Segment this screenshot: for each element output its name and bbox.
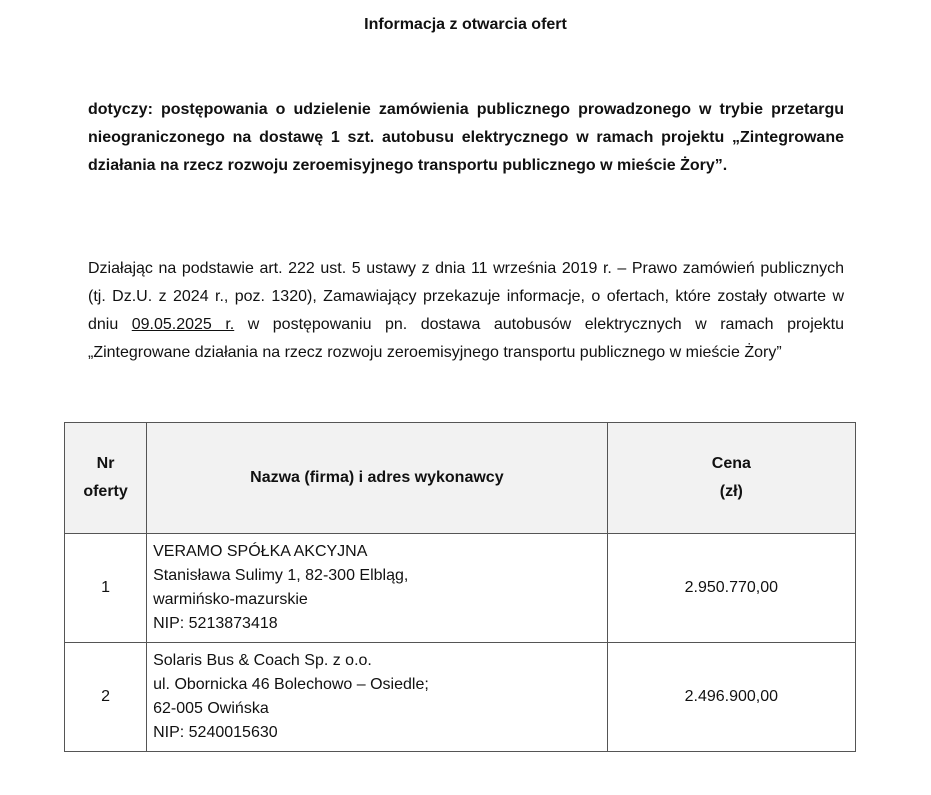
header-price	[607, 423, 855, 534]
header-offer-number-line2: oferty	[83, 483, 128, 500]
table-row	[65, 643, 856, 752]
contractor-address: ul. Obornicka 46 Bolechowo – Osiedle;	[153, 676, 429, 693]
contractor-region: warmińsko-mazurskie	[153, 591, 308, 608]
header-contractor-name: Nazwa (firma) i adres wykonawcy	[147, 423, 608, 534]
body-paragraph	[88, 255, 844, 367]
contractor-name: Solaris Bus & Coach Sp. z o.o.	[153, 652, 372, 669]
header-price-line2: (zł)	[719, 483, 743, 500]
body-text-part2: w postępowaniu pn. dostawa autobusów elektrycznych w ramach projektu „Zintegrowane działania na rzecz rozwoju zeroemisyjnego transportu publicznego w mieście Żory”	[88, 316, 844, 361]
price-cell: 2.950.770,00	[607, 534, 855, 643]
price-cell: 2.496.900,00	[607, 643, 855, 752]
contractor-nip: NIP: 5240015630	[153, 724, 278, 741]
document-title: Informacja z otwarcia ofert	[364, 16, 567, 33]
table-header-row	[65, 423, 856, 534]
contractor-cell	[147, 643, 608, 752]
opening-date: 09.05.2025 r.	[131, 316, 235, 333]
contractor-nip: NIP: 5213873418	[153, 615, 278, 632]
header-offer-number-line1: Nr	[96, 455, 115, 472]
contractor-postal: 62-005 Owińska	[153, 700, 269, 717]
contractor-name: VERAMO SPÓŁKA AKCYJNA	[153, 543, 368, 560]
header-offer-number	[65, 423, 147, 534]
contractor-address: Stanisława Sulimy 1, 82-300 Elbląg,	[153, 567, 409, 584]
body-text-part1: Działając na podstawie art. 222 ust. 5 ustawy z dnia 11 września 2019 r. – Prawo zamówień publicznych (tj. Dz.U. z 2024 r., poz. 1320), Zamawiający przekazuje informacje, o ofertach, które zostały otwarte w dniu	[88, 260, 844, 333]
contractor-cell	[147, 534, 608, 643]
header-price-line1: Cena	[711, 455, 751, 472]
offer-number-cell: 1	[65, 534, 147, 643]
offers-table	[64, 422, 856, 752]
offer-number-cell: 2	[65, 643, 147, 752]
subject-paragraph: dotyczy: postępowania o udzielenie zamówienia publicznego prowadzonego w trybie przetargu nieograniczonego na dostawę 1 szt. autobusu elektrycznego w ramach projektu „Zintegrowane działania na rzecz rozwoju zeroemisyjnego transportu publicznego w mieście Żory”.	[88, 101, 844, 174]
table-row	[65, 534, 856, 643]
